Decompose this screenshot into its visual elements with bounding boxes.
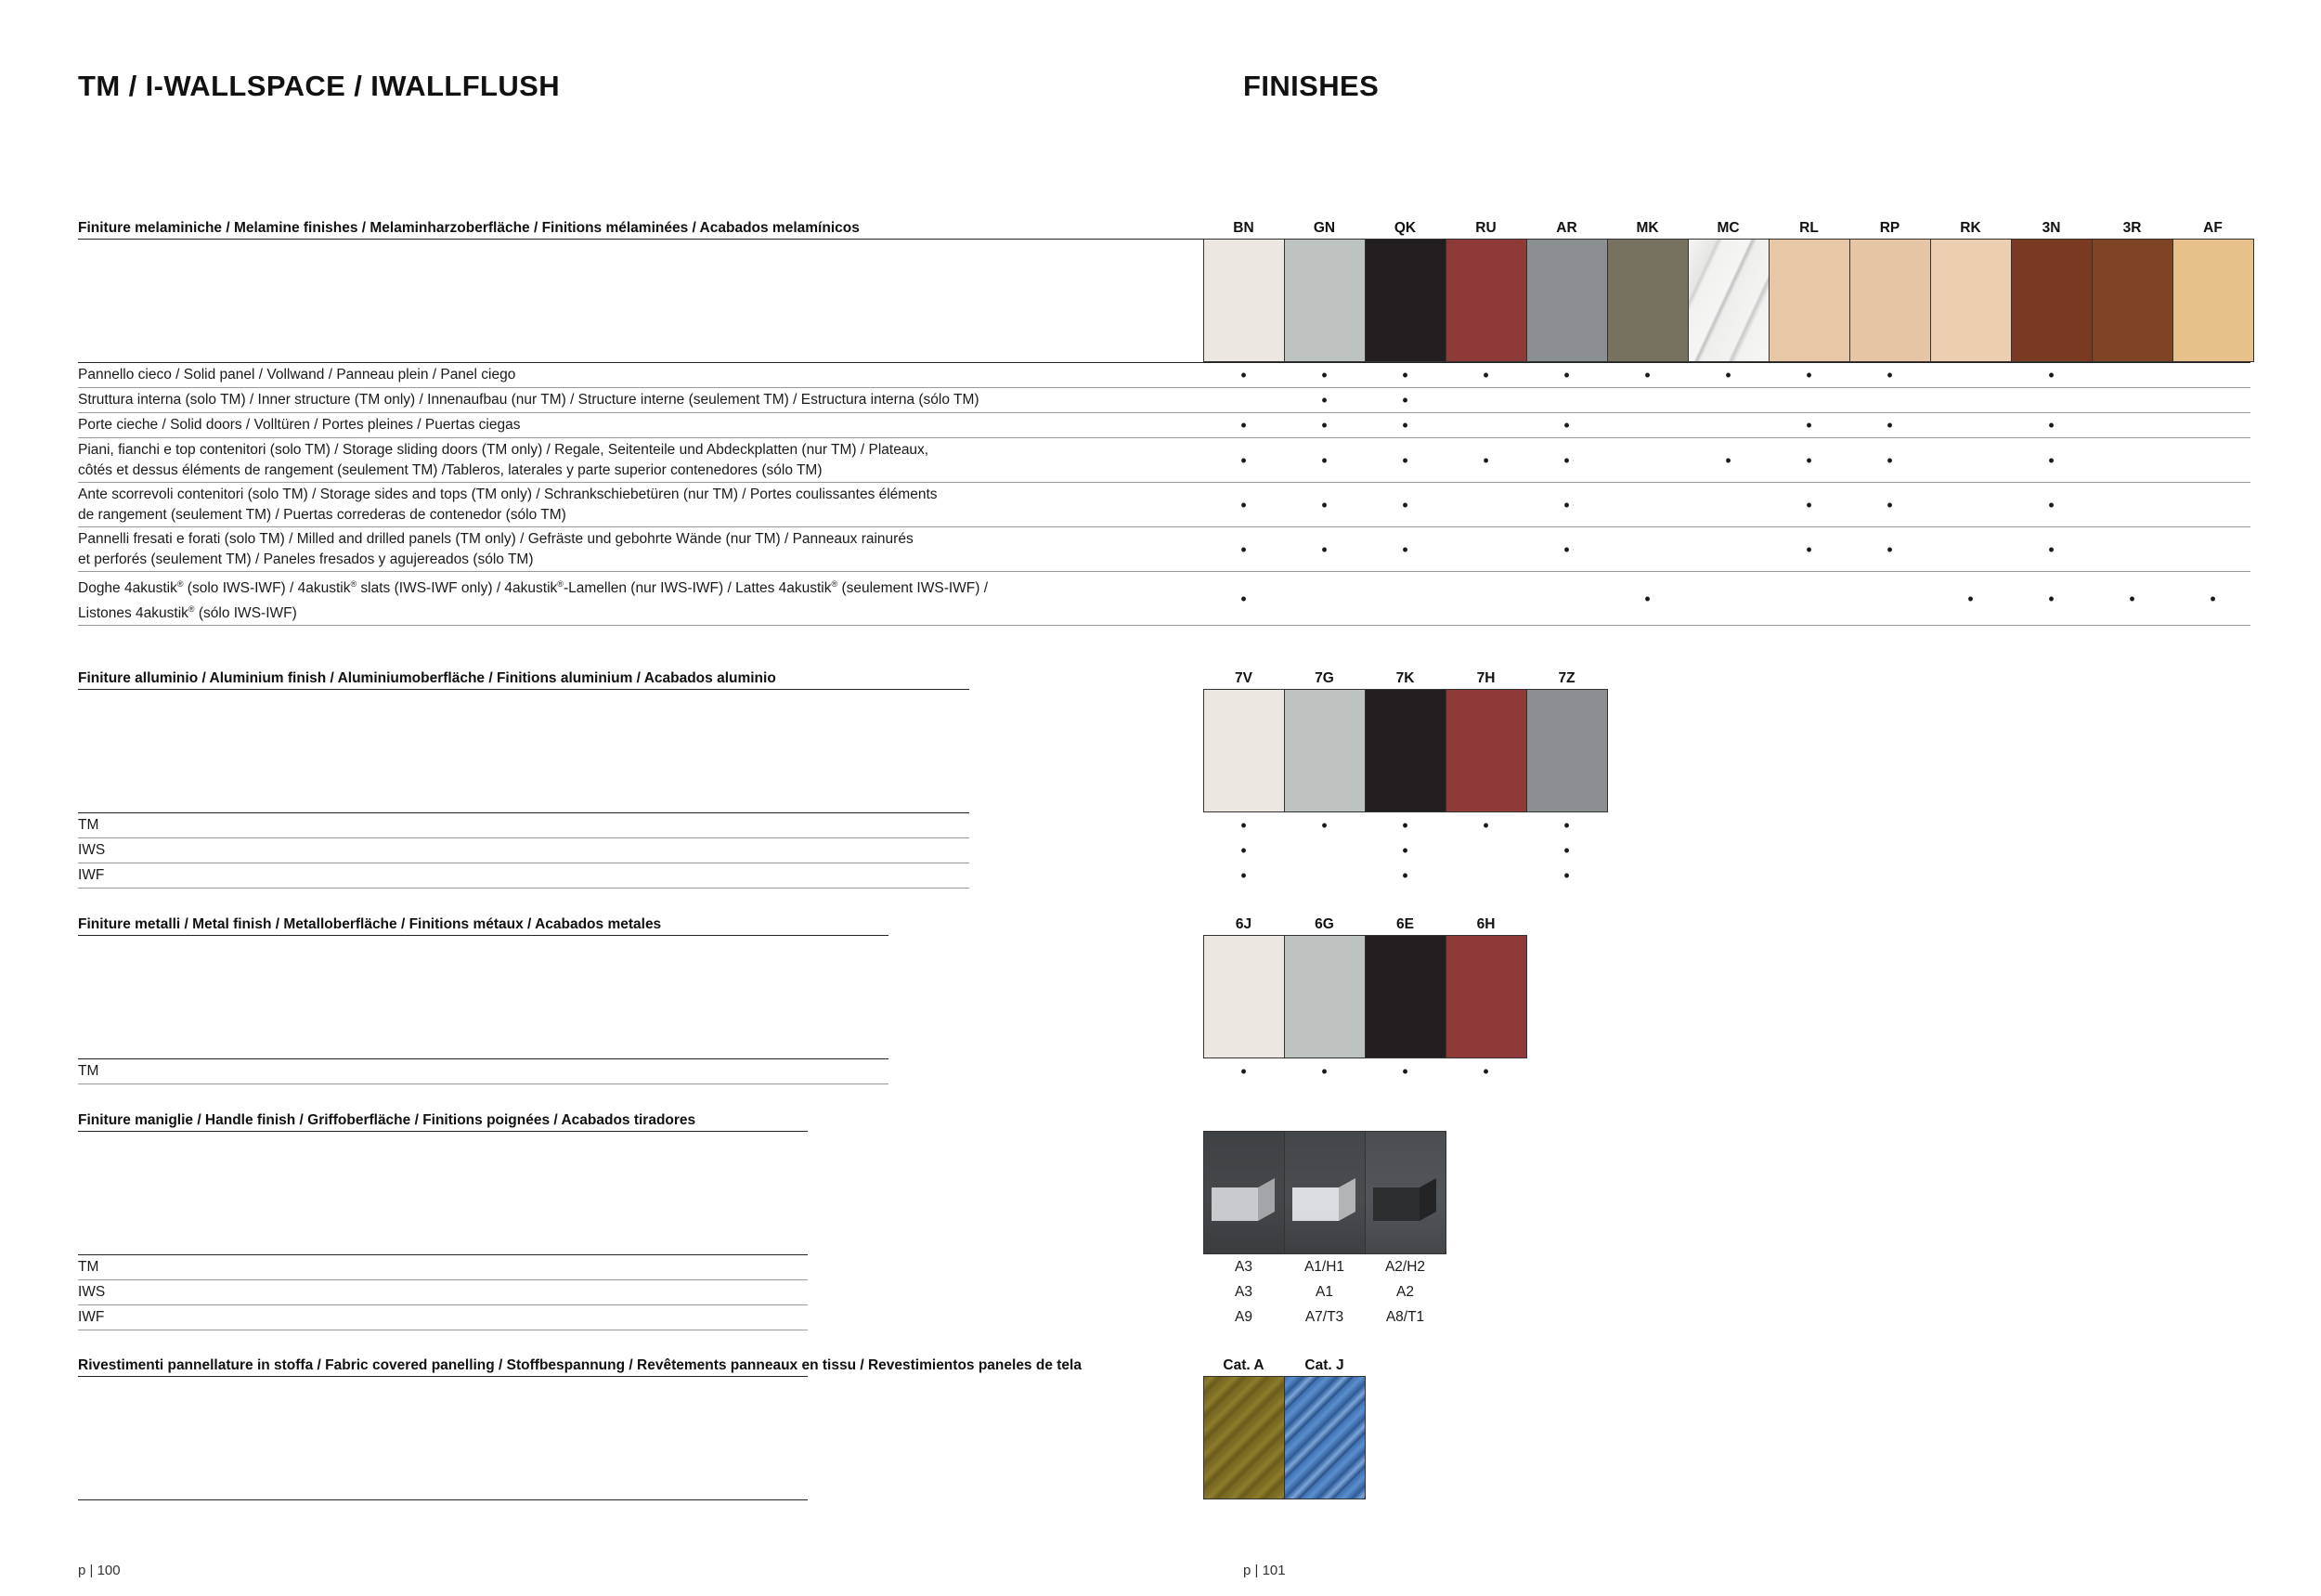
- finish-swatch: [2011, 239, 2093, 362]
- availability-dot: •: [1563, 866, 1570, 885]
- finish-swatch: [1446, 935, 1527, 1058]
- swatch-row: [78, 239, 2250, 363]
- finish-code: AR: [1556, 220, 1577, 236]
- finish-swatch: [1284, 239, 1366, 362]
- row-label: TM: [78, 1063, 99, 1079]
- availability-dot: •: [1483, 1062, 1489, 1081]
- finish-code: [1365, 1110, 1446, 1112]
- availability-dot: •: [1321, 450, 1328, 470]
- availability-dot: •: [1321, 366, 1328, 384]
- finish-swatch: [1284, 935, 1366, 1058]
- availability-dot: •: [1240, 589, 1247, 608]
- availability-dot: •: [1402, 1062, 1408, 1081]
- finish-value: A9: [1235, 1309, 1252, 1325]
- availability-dot: •: [1563, 366, 1570, 384]
- finish-swatch: [1365, 1131, 1446, 1254]
- finish-code: QK: [1394, 220, 1417, 236]
- table-row: [78, 1255, 1426, 1280]
- finish-value: A2: [1396, 1284, 1414, 1300]
- availability-dot: •: [1887, 450, 1893, 470]
- swatch-row: [78, 1376, 808, 1500]
- table-row: [78, 483, 2250, 527]
- finish-code: 6H: [1476, 916, 1496, 932]
- finish-value: A3: [1235, 1284, 1252, 1300]
- finish-swatch: [2172, 239, 2254, 362]
- finish-value: A2/H2: [1384, 1259, 1426, 1275]
- table-row: [78, 813, 1570, 838]
- availability-dot: •: [1887, 539, 1893, 559]
- finish-value: A1/H1: [1303, 1259, 1345, 1275]
- availability-dot: •: [1563, 416, 1570, 435]
- finish-swatch: [1365, 239, 1446, 362]
- finish-section: [78, 668, 1575, 889]
- row-label: Doghe 4akustik® (solo IWS-IWF) / 4akustik® slats (IWS-IWF only) / 4akustik®-Lamellen (nur IWS-IWF) / Lattes 4akustik® (seulement IWS-IWF) / Listones 4akustik® (sólo IWS-IWF): [78, 579, 989, 622]
- finish-code: 6G: [1315, 916, 1334, 932]
- availability-dot: •: [1240, 866, 1247, 885]
- availability-dot: •: [1644, 589, 1651, 608]
- row-label: IWS: [78, 1284, 106, 1300]
- finish-swatch: [1446, 689, 1527, 812]
- finish-code: 7V: [1235, 670, 1252, 686]
- finish-swatch: [1446, 239, 1527, 362]
- finish-code: [1203, 1110, 1284, 1112]
- availability-dot: •: [1240, 495, 1247, 514]
- finish-swatch: [1284, 1376, 1366, 1499]
- finish-code: BN: [1233, 220, 1254, 236]
- availability-dot: •: [2048, 495, 2055, 514]
- finish-codes: [1203, 1356, 1365, 1374]
- availability-dot: •: [1240, 816, 1247, 835]
- section-header: [78, 218, 2250, 239]
- row-label: Ante scorrevoli contenitori (solo TM) / Storage sides and tops (TM only) / Schrankschiebetüren (nur TM) / Portes coulissantes éléments de rangement (seulement TM) / Puertas correderas de contenedor (sólo TM): [78, 487, 938, 523]
- finish-swatch: [1930, 239, 2012, 362]
- availability-dot: •: [1725, 450, 1731, 470]
- finish-swatch: [1365, 935, 1446, 1058]
- availability-dot: •: [1240, 841, 1247, 860]
- availability-dot: •: [2210, 589, 2216, 608]
- row-label: TM: [78, 1259, 99, 1275]
- swatch-row: [78, 935, 888, 1059]
- availability-dot: •: [1725, 366, 1731, 384]
- availability-dot: •: [1321, 539, 1328, 559]
- finish-code: RU: [1475, 220, 1497, 236]
- finish-code: RP: [1879, 220, 1900, 236]
- page-number-left: p | 100: [78, 1563, 121, 1578]
- availability-dot: •: [1806, 366, 1812, 384]
- finish-value: A7/T3: [1304, 1309, 1344, 1325]
- availability-dot: •: [1321, 816, 1328, 835]
- availability-dot: •: [1806, 416, 1812, 435]
- availability-dot: •: [1240, 416, 1247, 435]
- finish-swatch: [1769, 239, 1850, 362]
- row-label: TM: [78, 817, 99, 833]
- availability-dot: •: [1240, 1062, 1247, 1081]
- availability-dot: •: [1806, 539, 1812, 559]
- table-row: [78, 388, 2250, 413]
- finish-swatch: [1203, 689, 1285, 812]
- availability-dot: •: [1321, 495, 1328, 514]
- finish-value: A8/T1: [1385, 1309, 1425, 1325]
- section-title: Finiture melaminiche / Melamine finishes / Melaminharzoberfläche / Finitions mélaminées / Acabados melamínicos: [78, 220, 860, 236]
- row-label: Struttura interna (solo TM) / Inner structure (TM only) / Innenaufbau (nur TM) / Structure interne (seulement TM) / Estructura interna (sólo TM): [78, 392, 979, 408]
- availability-dot: •: [1402, 366, 1408, 384]
- availability-dot: •: [1483, 450, 1489, 470]
- row-label: IWF: [78, 867, 105, 883]
- availability-dot: •: [1402, 816, 1408, 835]
- finish-value: A3: [1235, 1259, 1252, 1275]
- table-row: [78, 1305, 1425, 1330]
- availability-dot: •: [1563, 841, 1570, 860]
- availability-dot: •: [1887, 416, 1893, 435]
- section-header: [78, 1110, 808, 1131]
- availability-dot: •: [1563, 539, 1570, 559]
- finish-swatch: [1365, 689, 1446, 812]
- finish-section: [78, 915, 1496, 1084]
- finish-swatch: [1688, 239, 1770, 362]
- availability-dot: •: [1644, 366, 1651, 384]
- finish-code: 7H: [1476, 670, 1496, 686]
- finish-swatch: [1849, 239, 1931, 362]
- row-label: Porte cieche / Solid doors / Volltüren / Portes pleines / Puertas ciegas: [78, 417, 521, 433]
- finish-code: 3R: [2122, 220, 2142, 236]
- finish-swatch: [1203, 1376, 1285, 1499]
- availability-dot: •: [1402, 450, 1408, 470]
- finish-swatch: [1284, 689, 1366, 812]
- availability-dot: •: [1240, 539, 1247, 559]
- finish-code: AF: [2203, 220, 2223, 236]
- row-label: IWS: [78, 842, 106, 858]
- table-row: [78, 838, 1570, 863]
- finish-code: [1284, 1110, 1365, 1112]
- table-row: [78, 572, 2250, 626]
- finish-code: 7G: [1315, 670, 1334, 686]
- row-label: Pannello cieco / Solid panel / Vollwand / Panneau plein / Panel ciego: [78, 367, 516, 383]
- finish-swatch: [2092, 239, 2173, 362]
- finish-swatch: [1203, 935, 1285, 1058]
- availability-dot: •: [1321, 1062, 1328, 1081]
- availability-dot: •: [1563, 816, 1570, 835]
- catalog-title: TM / I-WALLSPACE / IWALLFLUSH: [78, 70, 561, 102]
- availability-dot: •: [1402, 866, 1408, 885]
- finish-swatch: [1607, 239, 1689, 362]
- table-row: [78, 527, 2250, 572]
- availability-dot: •: [1887, 366, 1893, 384]
- finish-code: MK: [1636, 220, 1659, 236]
- table-row: [78, 1059, 1489, 1084]
- availability-dot: •: [1240, 450, 1247, 470]
- finish-code: Cat. A: [1223, 1357, 1264, 1373]
- finish-swatch: [1203, 1131, 1285, 1254]
- section-title: Finiture metalli / Metal finish / Metalloberfläche / Finitions métaux / Acabados metales: [78, 916, 662, 932]
- finish-section: [78, 1356, 1344, 1500]
- table-row: [78, 863, 1570, 889]
- section-header: [78, 668, 1575, 689]
- section-title: Finiture maniglie / Handle finish / Griffoberfläche / Finitions poignées / Acabados tiradores: [78, 1112, 696, 1128]
- swatch-row: [78, 1131, 808, 1255]
- section-header: [78, 1356, 1344, 1376]
- availability-dot: •: [1240, 366, 1247, 384]
- finish-code: MC: [1717, 220, 1740, 236]
- finish-code: 3N: [2042, 220, 2061, 236]
- finish-code: RL: [1799, 220, 1819, 236]
- availability-dot: •: [2048, 416, 2055, 435]
- row-label: Piani, fianchi e top contenitori (solo TM) / Storage sliding doors (TM only) / Regale, Seitenteile und Abdeckplatten (nur TM) / Plateaux, côtés et dessus éléments de rangement (seulement TM) /Tableros, laterales y parte superior contenedores (sólo TM): [78, 442, 929, 478]
- section-title: Rivestimenti pannellature in stoffa / Fabric covered panelling / Stoffbespannung / Revêtements panneaux en tissu / Revestimientos paneles de tela: [78, 1357, 1082, 1373]
- availability-dot: •: [1563, 450, 1570, 470]
- finish-code: GN: [1313, 220, 1336, 236]
- finish-codes: [1203, 668, 1607, 687]
- finish-codes: [1203, 1110, 1446, 1112]
- availability-dot: •: [1402, 391, 1408, 409]
- section-header: [78, 915, 1496, 935]
- availability-dot: •: [1402, 841, 1408, 860]
- finish-swatch: [1203, 239, 1285, 362]
- table-row: [78, 438, 2250, 483]
- table-row: [78, 363, 2250, 388]
- table-row: [78, 413, 2250, 438]
- availability-dot: •: [1402, 416, 1408, 435]
- swatch-row: [78, 689, 969, 813]
- availability-dot: •: [1321, 391, 1328, 409]
- availability-dot: •: [1563, 495, 1570, 514]
- availability-dot: •: [1967, 589, 1974, 608]
- availability-dot: •: [2048, 539, 2055, 559]
- table-row: [78, 1280, 1414, 1305]
- finish-code: 7K: [1395, 670, 1415, 686]
- availability-dot: •: [2048, 366, 2055, 384]
- finish-swatch: [1526, 239, 1608, 362]
- availability-dot: •: [1887, 495, 1893, 514]
- availability-dot: •: [2129, 589, 2135, 608]
- finish-code: 6E: [1396, 916, 1414, 932]
- finish-swatch: [1526, 689, 1608, 812]
- availability-dot: •: [1806, 450, 1812, 470]
- availability-dot: •: [1402, 539, 1408, 559]
- finish-swatch: [1284, 1131, 1366, 1254]
- finish-code: Cat. J: [1304, 1357, 1344, 1373]
- finish-value: A1: [1316, 1284, 1333, 1300]
- availability-dot: •: [1321, 416, 1328, 435]
- availability-dot: •: [1806, 495, 1812, 514]
- section-heading: FINISHES: [1243, 70, 1380, 102]
- availability-dot: •: [1483, 366, 1489, 384]
- finish-codes: [1203, 915, 1526, 933]
- availability-dot: •: [2048, 589, 2055, 608]
- availability-dot: •: [2048, 450, 2055, 470]
- finish-code: 6J: [1235, 916, 1252, 932]
- finish-section: [78, 218, 2250, 626]
- row-label: IWF: [78, 1309, 105, 1325]
- finish-codes: [1203, 218, 2253, 237]
- finish-code: RK: [1960, 220, 1981, 236]
- availability-dot: •: [1402, 495, 1408, 514]
- row-label: Pannelli fresati e forati (solo TM) / Milled and drilled panels (TM only) / Gefräste und gebohrte Wände (nur TM) / Panneaux rainurés et perforés (seulement TM) / Paneles fresados y agujereados (sólo TM): [78, 531, 914, 567]
- section-title: Finiture alluminio / Aluminium finish / Aluminiumoberfläche / Finitions aluminium / Acabados aluminio: [78, 670, 776, 686]
- finish-code: 7Z: [1558, 670, 1575, 686]
- finish-section: [78, 1110, 1426, 1330]
- page-number-right: p | 101: [1243, 1563, 1286, 1578]
- availability-dot: •: [1483, 816, 1489, 835]
